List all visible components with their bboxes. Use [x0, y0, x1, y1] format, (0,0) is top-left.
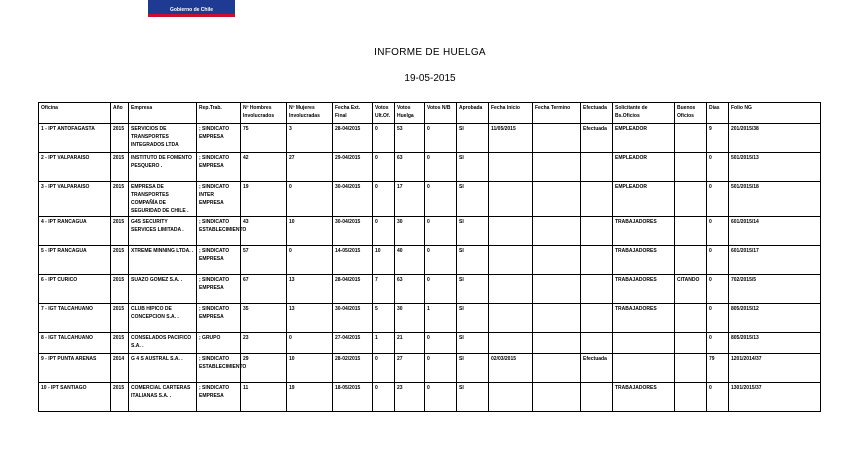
column-header: Año — [111, 103, 129, 124]
table-cell: TRABAJADORES — [613, 246, 675, 275]
table-cell: 2015 — [111, 246, 129, 275]
column-header: Rep.Trab. — [197, 103, 241, 124]
table-row — [39, 354, 821, 383]
table-cell: 0 — [373, 217, 395, 246]
table-cell: 0 — [707, 304, 729, 333]
column-header: Fecha Inicio — [489, 103, 533, 124]
column-header: Fecha Ext. Final — [333, 103, 373, 124]
table-cell: SI — [457, 182, 489, 217]
table-cell: 0 — [425, 153, 457, 182]
table-cell: 13 — [287, 275, 333, 304]
table-cell — [489, 333, 533, 354]
column-header: Oficina — [39, 103, 111, 124]
table-cell — [581, 217, 613, 246]
table-cell: 1 — [373, 333, 395, 354]
table-cell: 19 — [241, 182, 287, 217]
table-cell — [489, 182, 533, 217]
table-cell: 17 — [395, 182, 425, 217]
table-cell: 30-04/2015 — [333, 217, 373, 246]
column-header: Fecha Termino — [533, 103, 581, 124]
table-cell — [581, 246, 613, 275]
table-cell — [489, 383, 533, 412]
table-cell — [489, 153, 533, 182]
table-cell: 2015 — [111, 182, 129, 217]
column-header: Folio NG — [729, 103, 821, 124]
table-cell: 23 — [395, 383, 425, 412]
table-cell: 79 — [707, 354, 729, 383]
column-header: Votos Huelga — [395, 103, 425, 124]
table-cell: 10 - IPT SANTIAGO — [39, 383, 111, 412]
table-cell — [675, 304, 707, 333]
table-cell: 2015 — [111, 383, 129, 412]
table-cell: 3 - IPT VALPARAISO — [39, 182, 111, 217]
table-row — [39, 246, 821, 275]
table-cell: G 4 S AUSTRAL S.A. . — [129, 354, 197, 383]
strike-report-table — [38, 102, 821, 412]
table-cell: 40 — [395, 246, 425, 275]
table-cell: 10 — [287, 354, 333, 383]
table-cell: 28-04/2015 — [333, 124, 373, 153]
table-cell: SI — [457, 304, 489, 333]
table-cell: EMPLEADOR — [613, 182, 675, 217]
table-row — [39, 304, 821, 333]
table-cell — [489, 217, 533, 246]
table-cell: Efectuada — [581, 354, 613, 383]
table-cell: 02/03/2015 — [489, 354, 533, 383]
table-cell: 11 — [241, 383, 287, 412]
table-cell: TRABAJADORES — [613, 217, 675, 246]
table-cell: SI — [457, 354, 489, 383]
table-cell: 0 — [707, 182, 729, 217]
table-row — [39, 124, 821, 153]
table-cell: 0 — [425, 354, 457, 383]
table-cell: 28-04/2015 — [333, 275, 373, 304]
table-cell: 75 — [241, 124, 287, 153]
table-cell: 2015 — [111, 304, 129, 333]
table-cell: TRABAJADORES — [613, 383, 675, 412]
table-cell — [675, 354, 707, 383]
table-cell: EMPLEADOR — [613, 124, 675, 153]
table-cell: 0 — [707, 217, 729, 246]
table-cell: SI — [457, 383, 489, 412]
table-cell: 0 — [287, 182, 333, 217]
table-cell: ; SINDICATO ESTABLECIMIENTO — [197, 354, 241, 383]
table-cell: 63 — [395, 275, 425, 304]
column-header: Solicitante de Bs.Oficios — [613, 103, 675, 124]
table-cell: 3 — [287, 124, 333, 153]
table-cell — [675, 333, 707, 354]
report-date: 19-05-2015 — [404, 73, 456, 84]
table-cell — [533, 124, 581, 153]
table-header-row — [39, 103, 821, 124]
table-cell — [613, 333, 675, 354]
column-header: Aprobada — [457, 103, 489, 124]
table-cell: 2 - IPT VALPARAISO — [39, 153, 111, 182]
table-cell: 2015 — [111, 124, 129, 153]
table-cell: 21 — [395, 333, 425, 354]
table-row — [39, 383, 821, 412]
table-cell: 2015 — [111, 217, 129, 246]
column-header: Días — [707, 103, 729, 124]
table-cell: 9 — [707, 124, 729, 153]
table-cell — [675, 246, 707, 275]
table-cell: 601/2015/14 — [729, 217, 821, 246]
table-cell: 2014 — [111, 354, 129, 383]
table-cell: SI — [457, 153, 489, 182]
table-cell: ; GRUPO — [197, 333, 241, 354]
table-cell — [533, 217, 581, 246]
column-header: Buenos Oficios — [675, 103, 707, 124]
table-cell: 702/2015/5 — [729, 275, 821, 304]
table-row — [39, 182, 821, 217]
table-cell: 29 — [241, 354, 287, 383]
government-logo — [148, 0, 235, 17]
table-cell: SERVICIOS DE TRANSPORTES INTEGRADOS LTDA — [129, 124, 197, 153]
report-title: INFORME DE HUELGA — [374, 47, 486, 58]
table-cell: 0 — [373, 182, 395, 217]
table-cell: CLUB HIPICO DE CONCEPCION S.A. . — [129, 304, 197, 333]
table-cell: 501/2015/18 — [729, 182, 821, 217]
table-cell: 0 — [373, 124, 395, 153]
table-cell — [581, 333, 613, 354]
table-cell: 6 - IPT CURICO — [39, 275, 111, 304]
table-cell — [489, 304, 533, 333]
table-cell — [581, 383, 613, 412]
table-cell — [533, 333, 581, 354]
table-cell: SI — [457, 333, 489, 354]
table-cell: Efectuada — [581, 124, 613, 153]
table-cell: 0 — [425, 275, 457, 304]
table-cell: 805/2015/13 — [729, 333, 821, 354]
table-cell — [675, 153, 707, 182]
table-cell — [675, 217, 707, 246]
table-cell: 0 — [707, 275, 729, 304]
column-header: Nº Mujeres Involucradas — [287, 103, 333, 124]
table-cell: 10 — [373, 246, 395, 275]
table-cell: 0 — [425, 217, 457, 246]
table-cell: 19 — [287, 383, 333, 412]
table-cell: 0 — [707, 246, 729, 275]
table-cell — [489, 246, 533, 275]
table-cell: 7 — [373, 275, 395, 304]
table-row — [39, 217, 821, 246]
table-cell: 18-05/2015 — [333, 383, 373, 412]
table-cell: 30 — [395, 217, 425, 246]
table-cell: SUAZO GOMEZ S.A. . — [129, 275, 197, 304]
table-cell: 30-04/2015 — [333, 182, 373, 217]
table-cell: 7 - IGT TALCAHUANO — [39, 304, 111, 333]
table-cell — [581, 275, 613, 304]
table-cell: ; SINDICATO EMPRESA — [197, 153, 241, 182]
table-cell: 27-04/2015 — [333, 333, 373, 354]
table-cell: SI — [457, 217, 489, 246]
table-cell: 63 — [395, 153, 425, 182]
table-cell — [533, 383, 581, 412]
table-cell: 14-05/2015 — [333, 246, 373, 275]
table-row — [39, 333, 821, 354]
table-cell: 2015 — [111, 153, 129, 182]
table-cell: EMPLEADOR — [613, 153, 675, 182]
table-cell: 27 — [395, 354, 425, 383]
table-cell: 2015 — [111, 333, 129, 354]
table-cell: 501/2015/13 — [729, 153, 821, 182]
table-cell: ; SINDICATO EMPRESA — [197, 275, 241, 304]
table-cell — [489, 275, 533, 304]
table-cell: SI — [457, 124, 489, 153]
table-cell — [581, 182, 613, 217]
table-cell: 30 — [395, 304, 425, 333]
table-cell: 27 — [287, 153, 333, 182]
table-cell — [675, 124, 707, 153]
table-cell: 0 — [425, 124, 457, 153]
table-cell: 0 — [425, 182, 457, 217]
table-cell: 5 - IPT RANCAGUA — [39, 246, 111, 275]
table-row — [39, 275, 821, 304]
table-cell: 4 - IPT RANCAGUA — [39, 217, 111, 246]
table-cell: 30-04/2015 — [333, 304, 373, 333]
table-cell: INSTITUTO DE FOMENTO PESQUERO . — [129, 153, 197, 182]
table-cell — [533, 304, 581, 333]
table-cell — [581, 304, 613, 333]
table-cell: CITANDO — [675, 275, 707, 304]
table-cell: 1 — [425, 304, 457, 333]
table-cell: TRABAJADORES — [613, 304, 675, 333]
table-cell: 1301/2015/37 — [729, 383, 821, 412]
table-row — [39, 153, 821, 182]
table-cell: 0 — [373, 354, 395, 383]
column-header: Empresa — [129, 103, 197, 124]
table-cell — [533, 275, 581, 304]
table-cell — [675, 383, 707, 412]
column-header: Votos Ult.Of. — [373, 103, 395, 124]
table-cell: 601/2015/17 — [729, 246, 821, 275]
table-cell: 28-02/2015 — [333, 354, 373, 383]
table-cell — [533, 354, 581, 383]
table-cell — [533, 246, 581, 275]
table-cell: 1201/2014/37 — [729, 354, 821, 383]
table-cell: 35 — [241, 304, 287, 333]
table-cell: 9 - IPT PUNTA ARENAS — [39, 354, 111, 383]
table-cell: ; SINDICATO EMPRESA — [197, 124, 241, 153]
table-cell: 57 — [241, 246, 287, 275]
table-cell: G4S SECURITY SERVICES LIMITADA . — [129, 217, 197, 246]
table-cell: 0 — [425, 333, 457, 354]
logo-text: Gobierno de Chile — [169, 7, 214, 13]
table-cell: 0 — [373, 383, 395, 412]
table-cell: 0 — [707, 153, 729, 182]
table-cell — [533, 182, 581, 217]
table-cell: 5 — [373, 304, 395, 333]
table-cell: ; SINDICATO EMPRESA — [197, 383, 241, 412]
table-cell: 10 — [287, 217, 333, 246]
table-cell: EMPRESA DE TRANSPORTES COMPAÑÍA DE SEGURIDAD DE CHILE . — [129, 182, 197, 217]
table-cell: TRABAJADORES — [613, 275, 675, 304]
table-cell: 0 — [287, 333, 333, 354]
table-cell: 201/2015/38 — [729, 124, 821, 153]
table-cell: 0 — [425, 383, 457, 412]
table-cell: ; SINDICATO ESTABLECIMIENTO — [197, 217, 241, 246]
table-cell: SI — [457, 246, 489, 275]
table-cell: 29-04/2015 — [333, 153, 373, 182]
column-header: Efectuada — [581, 103, 613, 124]
table-cell: 8 - IGT TALCAHUANO — [39, 333, 111, 354]
table-cell — [581, 153, 613, 182]
column-header: Nº Hombres Involucrados — [241, 103, 287, 124]
table-cell: 0 — [707, 383, 729, 412]
table-cell — [533, 153, 581, 182]
table-cell: COMERCIAL CARTERAS ITALIANAS S.A. . — [129, 383, 197, 412]
table-cell: XTREME MINNING LTDA. . — [129, 246, 197, 275]
table-cell: ; SINDICATO EMPRESA — [197, 304, 241, 333]
table-cell: 805/2015/12 — [729, 304, 821, 333]
table-cell: SI — [457, 275, 489, 304]
table-cell: ; SINDICATO EMPRESA — [197, 246, 241, 275]
table-cell: CONSELADOS PACIFICO S.A. . — [129, 333, 197, 354]
table-cell: 43 — [241, 217, 287, 246]
table-cell: 23 — [241, 333, 287, 354]
column-header: Votos N/B — [425, 103, 457, 124]
table-cell: 42 — [241, 153, 287, 182]
table-cell: 0 — [425, 246, 457, 275]
table-cell: 0 — [287, 246, 333, 275]
table-cell: 0 — [373, 153, 395, 182]
table-cell: 13 — [287, 304, 333, 333]
table-cell — [675, 182, 707, 217]
table-cell: 53 — [395, 124, 425, 153]
table-cell: 11/05/2015 — [489, 124, 533, 153]
table-cell: 67 — [241, 275, 287, 304]
table-cell: 0 — [707, 333, 729, 354]
table-cell: 1 - IPT ANTOFAGASTA — [39, 124, 111, 153]
table-cell: ; SINDICATO INTER EMPRESA — [197, 182, 241, 217]
table-cell: 2015 — [111, 275, 129, 304]
table-cell — [613, 354, 675, 383]
